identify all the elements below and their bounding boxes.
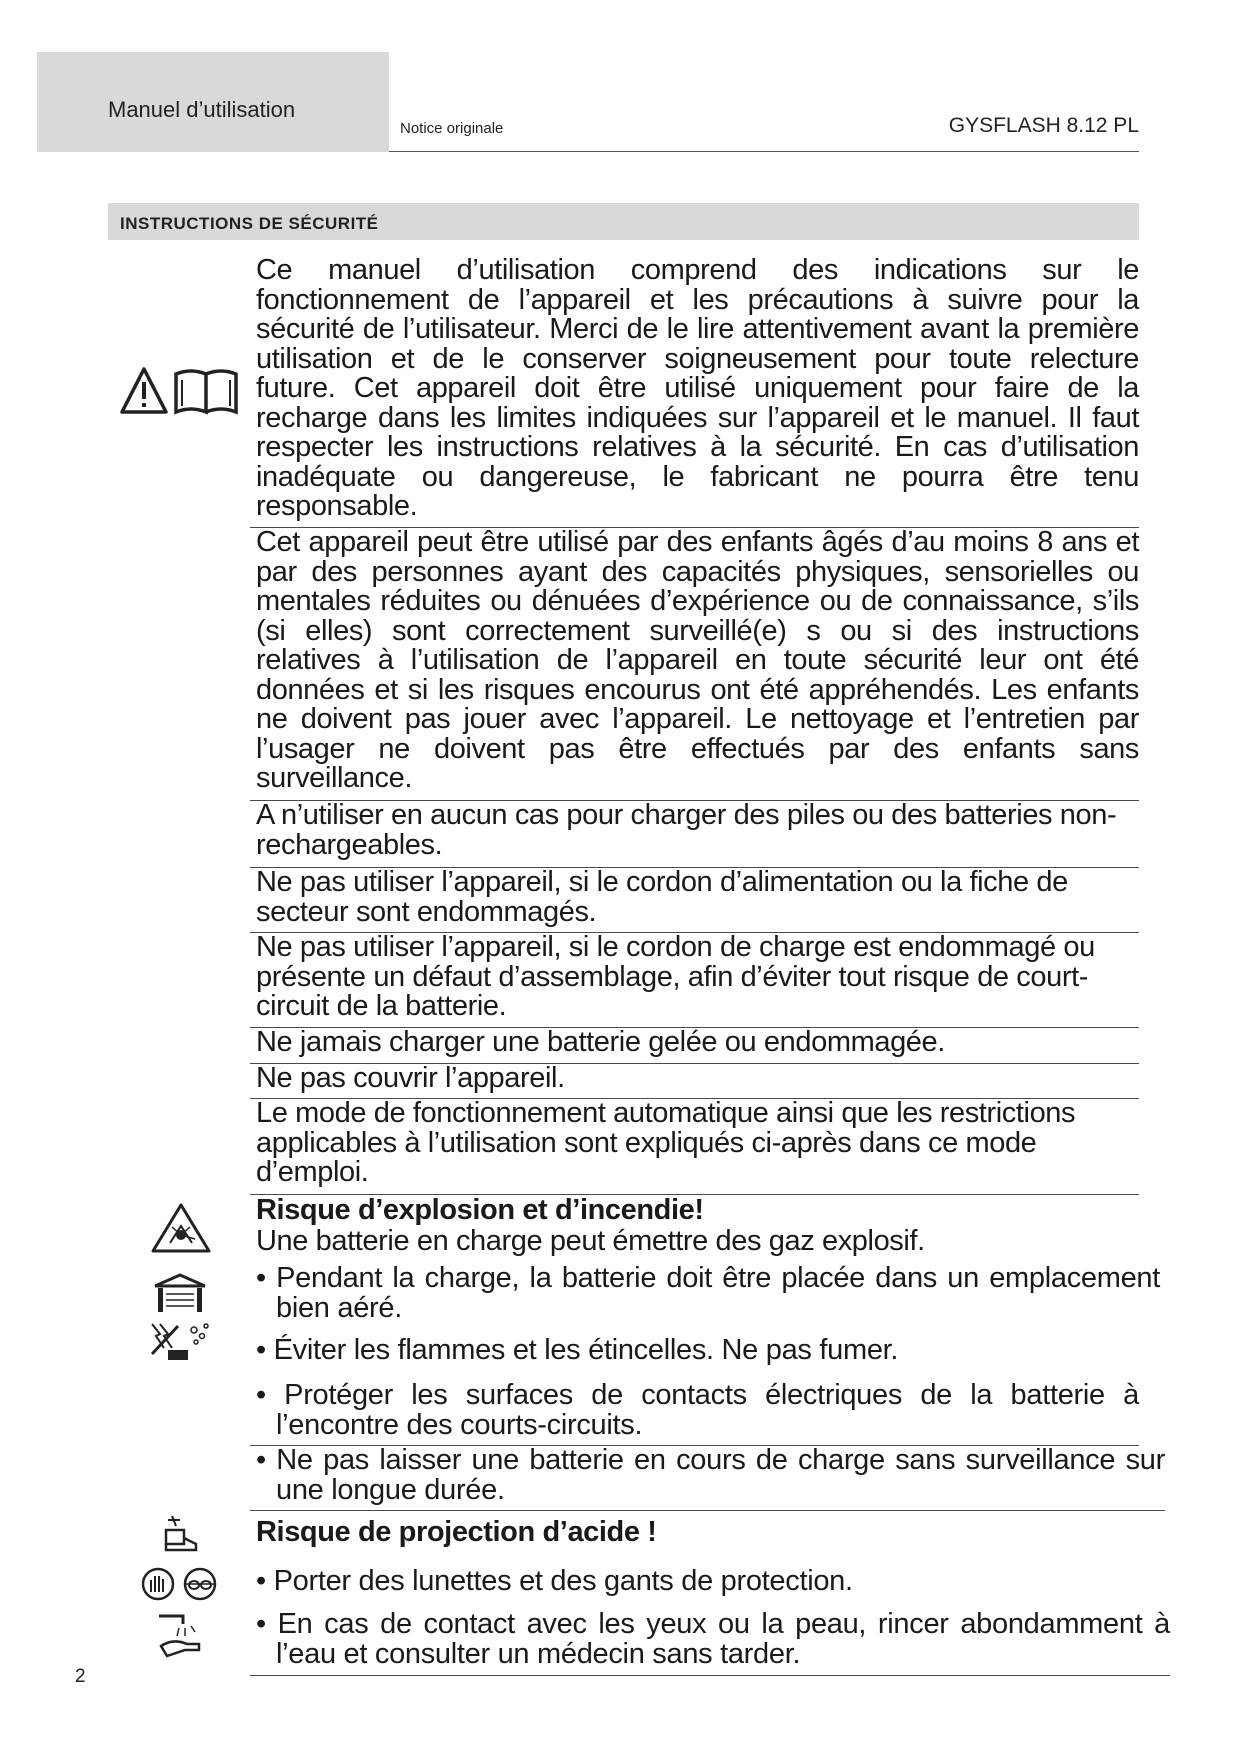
non-rechargeable-text: A n’utiliser en aucun cas pour charger des piles ou des batteries non-rechargeables. — [256, 799, 1117, 861]
gloves-goggles-icon — [140, 1566, 220, 1602]
explosion-bullet-1-block — [250, 1264, 1160, 1328]
model-name: GYSFLASH 8.12 PL — [948, 114, 1139, 137]
acid-heading: Risque de projection d’acide ! — [256, 1516, 657, 1548]
acid-bullet-2: • En cas de contact avec les yeux ou la peau, rincer abondamment à l’eau et consulter un médecin sans tarder. — [256, 1608, 1170, 1670]
ventilation-shelter-icon — [152, 1272, 208, 1314]
explosion-warning-icon — [150, 1202, 212, 1254]
explosion-bullet-4: • Ne pas laisser une batterie en cours de charge sans surveillance sur une longue durée. — [256, 1444, 1165, 1506]
acid-bullet-2-block — [250, 1610, 1170, 1676]
power-cord-text: Ne pas utiliser l’appareil, si le cordon d’alimentation ou la fiche de secteur sont endommagés. — [256, 866, 1068, 928]
acid-heading-block — [250, 1518, 1139, 1554]
explosion-bullet-3: • Protéger les surfaces de contacts électriques de la batterie à l’encontre des courts-circuits. — [256, 1379, 1139, 1441]
notice-label: Notice originale — [400, 120, 504, 137]
rinse-water-icon — [155, 1610, 207, 1660]
children-text: Cet appareil peut être utilisé par des enfants âgés d’au moins 8 ans et par des personnes ayant des capacités physiques, sensorielles ou mentales réduites ou dénuées d’expérience ou de connaissance, s’ils (si elles) sont correctement surveillé(e) s ou si des instructions relatives à l’utilisation de l’appareil en toute sécurité leur ont été données et si les risques encourus ont été appréhendés. Les enfants ne doivent pas jouer avec l’appareil. Le nettoyage et l’entretien par l’usager ne doivent pas être effectués par des enfants sans surveillance. — [256, 526, 1139, 794]
auto-mode-block — [250, 1099, 1139, 1195]
explosion-bullet-2-block — [250, 1336, 1139, 1370]
explosion-intro-block — [250, 1227, 1139, 1261]
acid-bullet-1-block — [250, 1567, 1139, 1603]
intro-text: Ce manuel d’utilisation comprend des indications sur le fonctionnement de l’appareil et les précautions à suivre pour la sécurité de l’utilisateur. Merci de le lire attentivement avant la première utilisation et de le conserver soigneusement pour toute relecture future. Cet appareil doit être utilisé uniquement pour faire de la recharge dans les limites indiquées sur l’appareil et le manuel. Il faut respecter les instructions relatives à la sécurité. En cas d’utilisation inadéquate ou dangereuse, le fabricant ne pourra être tenu responsable. — [256, 254, 1139, 522]
page-number: 2 — [75, 1666, 86, 1687]
children-block — [250, 528, 1139, 801]
charge-cord-text: Ne pas utiliser l’appareil, si le cordon de charge est endommagé ou présente un défaut d’assemblage, afin d’éviter tout risque de court-circuit de la batterie. — [256, 931, 1095, 1022]
charge-cord-block — [250, 933, 1139, 1028]
explosion-bullet-4-block — [250, 1446, 1165, 1511]
manual-title: Manuel d’utilisation — [108, 97, 296, 122]
non-rechargeable-block — [250, 801, 1139, 868]
acid-battery-icon — [162, 1512, 200, 1552]
explosion-bullet-2: • Éviter les flammes et les étincelles. Ne pas fumer. — [256, 1334, 899, 1366]
frozen-battery-text: Ne jamais charger une batterie gelée ou endommagée. — [256, 1026, 945, 1058]
frozen-battery-block — [250, 1028, 1139, 1064]
explosion-intro: Une batterie en charge peut émettre des gaz explosif. — [256, 1225, 925, 1257]
header-rule — [389, 151, 1139, 152]
explosion-bullet-3-block — [250, 1381, 1139, 1446]
explosion-heading: Risque d’explosion et d’incendie! — [256, 1194, 704, 1226]
cover-block — [250, 1064, 1139, 1099]
power-cord-block — [250, 868, 1139, 933]
cover-text: Ne pas couvrir l’appareil. — [256, 1062, 565, 1094]
section-title: INSTRUCTIONS DE SÉCURITÉ — [120, 214, 379, 233]
warning-read-manual-icon — [120, 366, 242, 416]
no-flames-sparks-icon — [148, 1320, 212, 1364]
auto-mode-text: Le mode de fonctionnement automatique ainsi que les restrictions applicables à l’utilisation sont expliqués ci-après dans ce mode d’emploi. — [256, 1097, 1076, 1188]
explosion-bullet-1: • Pendant la charge, la batterie doit être placée dans un emplacement bien aéré. — [256, 1262, 1160, 1324]
acid-bullet-1: • Porter des lunettes et des gants de protection. — [256, 1565, 853, 1597]
intro-block — [250, 256, 1139, 528]
